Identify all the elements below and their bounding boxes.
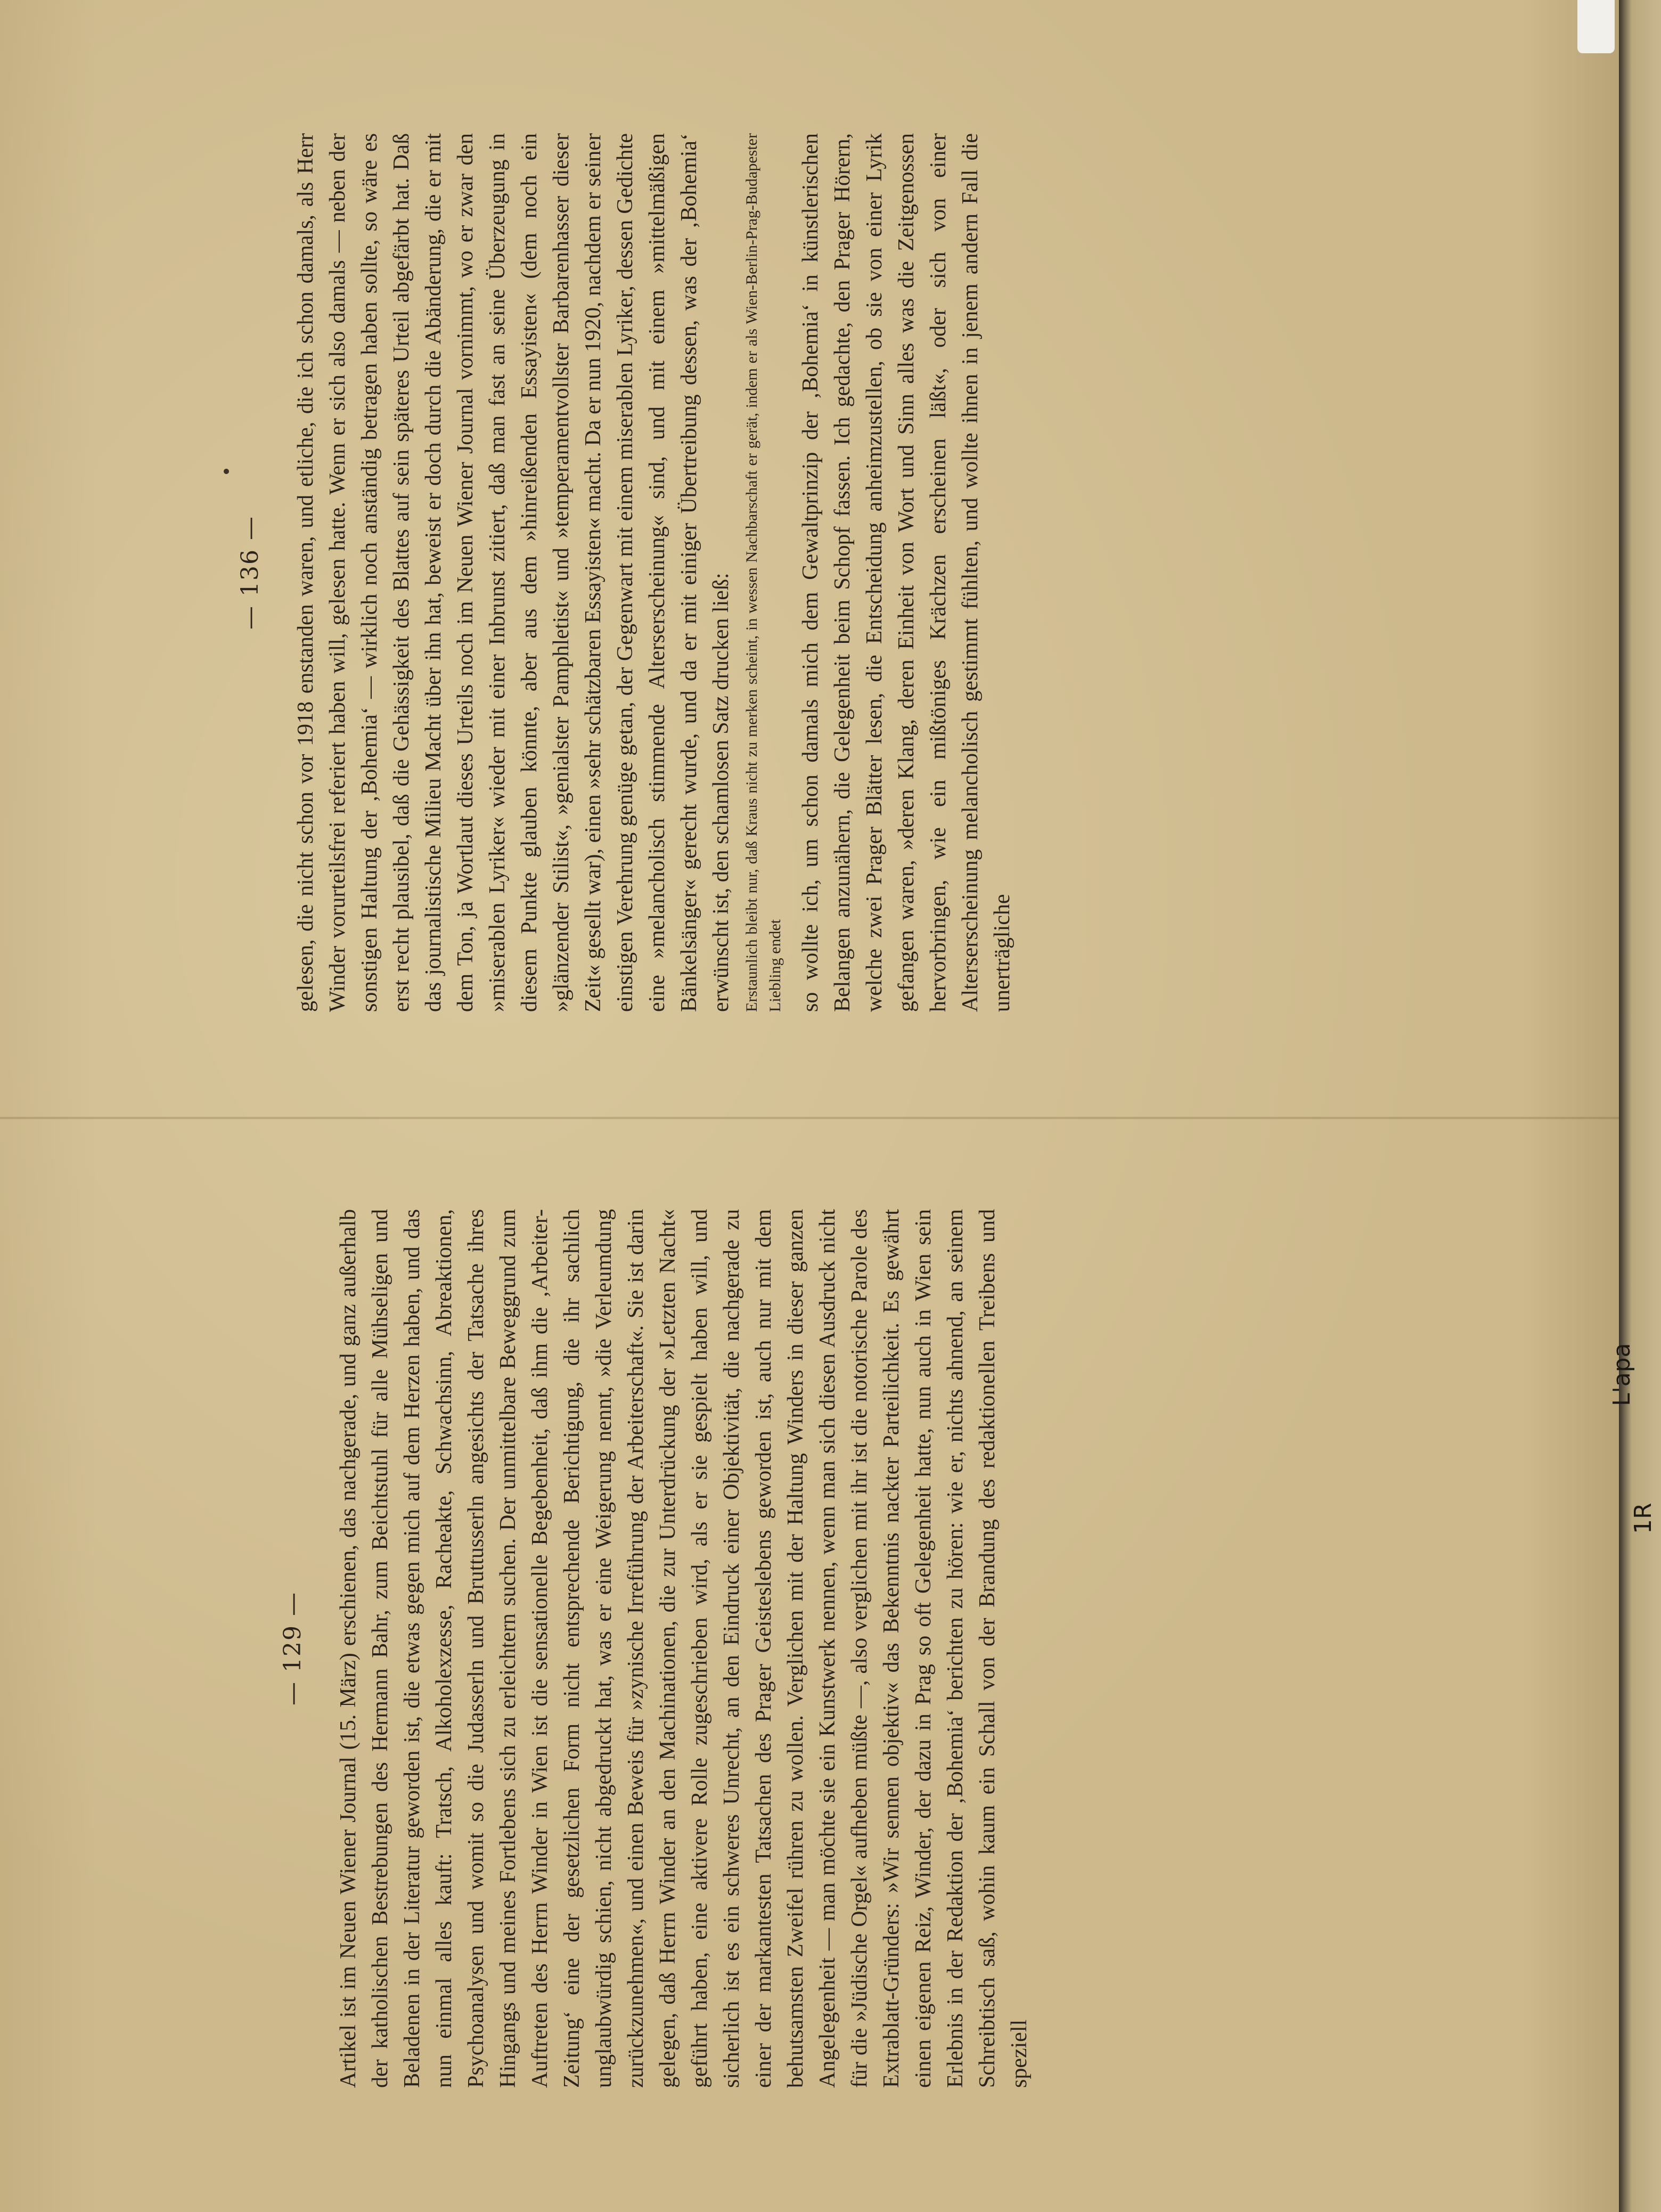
page-number: — 129 — — [279, 1591, 306, 1705]
handwritten-margin-notes — [1598, 1310, 1661, 1609]
paragraph: so wollte ich, um schon damals mich dem Gewaltprinzip der ‚Bohemia‘ in künstlerischen Belangen anzunähern, die Gelegenheit beim Schopf fassen. Ich gedachte, den Prager Hörern, welche zwei Prager Blätter lesen, die Entscheidung anheimzustellen, ob sie von einer Lyrik gefangen waren, »deren Klang, deren Einheit von Wort und Sinn alles was die Zeitgenossen hervorbringen, wie ein mißtöniges Krächzen erscheinen läßt«, oder sich von einer Alterserscheinung melancholisch gestimmt fühlten, und wollte ihnen in jenem andern Fall die unerträgliche — [798, 133, 1014, 1012]
page-number: — 136 — — [236, 516, 264, 630]
page-fold — [0, 1116, 1619, 1120]
page-129 — [277, 1209, 1566, 2088]
corner-tab — [1577, 0, 1615, 53]
margin-note: 1R — [1630, 1503, 1657, 1534]
footnote: Erstaunlich bleibt nur, daß Kraus nicht zu merken scheint, in wessen Nachbarschaft er gerät, indem er als Wien-Berlin-Prag-Budapester Liebling endet — [743, 133, 784, 1012]
margin-note: L'apa — [1608, 1343, 1635, 1406]
adjacent-page-edge — [1619, 0, 1661, 2212]
paragraph: Artikel ist im Neuen Wiener Journal (15. März) erschienen, das nachgerade, und ganz außerhalb der katholischen Bestrebungen des Hermann Bahr, zum Beichtstuhl für alle Mühseligen und Beladenen in der Literatur geworden ist, die etwas gegen mich auf dem Herzen haben, und das nun einmal alles kauft: Tratsch, Alkoholexzesse, Racheakte, Schwachsinn, Abreaktionen, Psychoanalysen und womit so die Judasserln und Bruttusserln angesichts der Tatsache ihres Hingangs und meines Fortlebens sich zu erleichtern suchen. Der unmittelbare Beweggrund zum Auftreten des Herrn Winder in Wien ist die sensationelle Begebenheit, daß ihm die ‚Arbeiter-Zeitung‘ eine der gesetzlichen Form nicht entsprechende Berichtigung, die ihr sachlich unglaubwürdig schien, nicht abgedruckt hat, was er eine Weigerung nennt, »die Verleumdung zurückzunehmen«, und einen Beweis für »zynische Irreführung der Arbeiterschaft«. Sie ist darin gelegen, daß Herrn Winder an den Machinationen, die zur Unterdrückung der »Letzten Nacht« geführt haben, eine aktivere Rolle zugeschrieben wird, als er sie gespielt haben will, und sicherlich ist es ein schweres Unrecht, an den Eindruck einer Objektivität, die nachgerade zu einer der markantesten Tatsachen des Prager Geisteslebens geworden ist, auch nur mit dem behutsamsten Zweifel rühren zu wollen. Verglichen mit der Haltung Winders in dieser ganzen Angelegenheit — man möchte sie ein Kunstwerk nennen, wenn man sich diesen Ausdruck nicht für die »Jüdische Orgel« aufheben müßte —, also verglichen mit ihr ist die notorische Parole des Extrablatt-Gründers: »Wir sennen objektiv« das Bekenntnis nackter Parteilichkeit. Es gewährt einen eigenen Reiz, Winder, der dazu in Prag so oft Gelegenheit hatte, nun auch in Wien sein Erlebnis in der Redaktion der ‚Bohemia‘ berichten zu hören: wie er, nichts ahnend, an seinem Schreibtisch saß, wohin kaum ein Schall von der Brandung des redaktionellen Treibens und speziell — [336, 1209, 1032, 2088]
page-136 — [234, 133, 1566, 1012]
paragraph: gelesen, die nicht schon vor 1918 enstanden waren, und etliche, die ich schon damals, als Herr Winder vorurteilsfrei referiert haben will, gelesen hatte. Wenn er sich also damals — neben der sonstigen Haltung der ‚Bohemia‘ — wirklich noch anständig betragen haben sollte, so wäre es erst recht plausibel, daß die Gehässigkeit des Blattes auf sein späteres Urteil abgefärbt hat. Daß das journalistische Milieu Macht über ihn hat, beweist er doch durch die Abänderung, die er mit dem Ton, ja Wortlaut dieses Urteils noch im Neuen Wiener Journal vornimmt, wo er zwar den »miserablen Lyriker« wieder mit einer Inbrunst zitiert, daß man fast an seine Überzeugung in diesem Punkte glauben könnte, aber aus dem »hinreißenden Essayisten« (dem noch ein »glänzender Stilist«, »genialster Pamphletist« und »temperamentvollster Barbarenhasser dieser Zeit« gesellt war), einen »sehr schätzbaren Essayisten« macht. Da er nun 1920, nachdem er seiner einstigen Verehrung genüge getan, der Gegenwart mit einem miserablen Lyriker, dessen Gedichte eine »melancholisch stimmende Alterserscheinung« sind, und mit einem »mittelmäßigen Bänkelsänger« gerecht wurde, und da er mit einiger Übertreibung dessen, was der ‚Bohemia‘ erwünscht ist, den schamlosen Satz drucken ließ: — [293, 133, 733, 1012]
ink-dot — [224, 469, 229, 474]
